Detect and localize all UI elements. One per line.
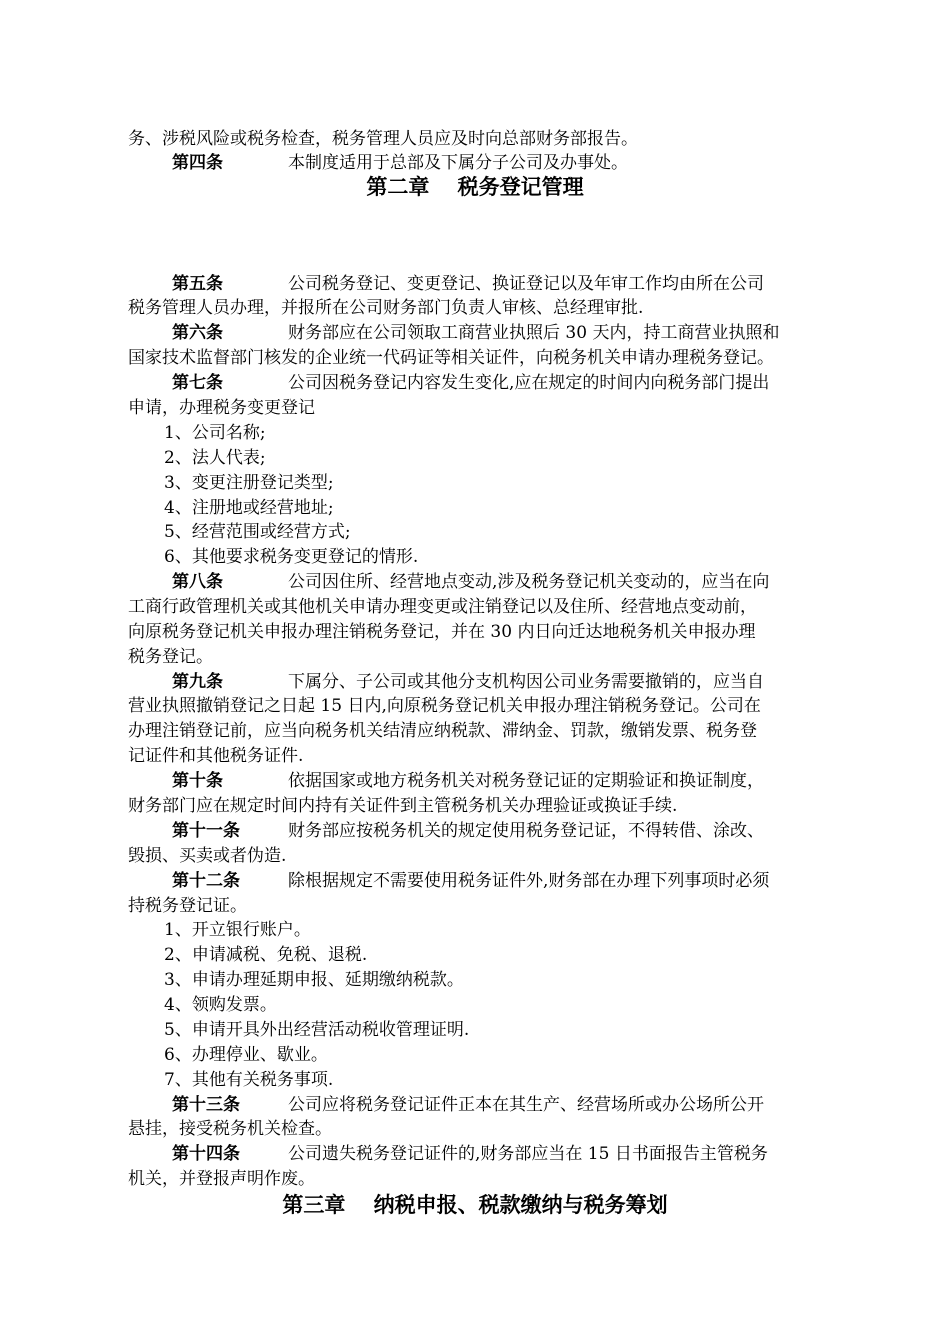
article-text: 财务部应按税务机关的规定使用税务登记证，不得转借、涂改、 — [288, 821, 764, 841]
paragraph-line: 工商行政管理机关或其他机关申请办理变更或注销登记以及住所、经营地点变动前， — [128, 597, 757, 617]
article-9 — [172, 670, 844, 694]
paragraph-line: 办理注销登记前，应当向税务机关结清应纳税款、滞纳金、罚款，缴销发票、税务登 — [128, 721, 757, 741]
article-13 — [172, 1093, 844, 1117]
list-item: 7、其他有关税务事项. — [164, 1070, 334, 1090]
paragraph-line: 国家技术监督部门核发的企业统一代码证等相关证件，向税务机关申请办理税务登记。 — [128, 348, 774, 368]
chapter-3-heading: 第三章 纳税申报、税款缴纳与税务筹划 — [282, 1193, 668, 1217]
article-label: 第十一条 — [172, 821, 240, 841]
article-label: 第十条 — [172, 771, 223, 791]
article-text: 下属分、子公司或其他分支机构因公司业务需要撤销的，应当自 — [288, 672, 764, 692]
article-text: 本制度适用于总部及下属分子公司及办事处。 — [288, 153, 628, 173]
article-7 — [172, 371, 844, 395]
article-11 — [172, 819, 844, 843]
list-item: 5、申请开具外出经营活动税收管理证明. — [164, 1020, 470, 1040]
list-item: 6、办理停业、歇业。 — [164, 1045, 328, 1065]
article-label: 第九条 — [172, 672, 223, 692]
article-text: 财务部应在公司领取工商营业执照后 30 天内，持工商营业执照和 — [288, 323, 780, 343]
paragraph-line: 营业执照撤销登记之日起 15 日内,向原税务登记机关申报办理注销税务登记。公司在 — [128, 696, 761, 716]
article-label: 第七条 — [172, 373, 223, 393]
list-item: 3、变更注册登记类型; — [164, 473, 334, 493]
list-item: 3、申请办理延期申报、延期缴纳税款。 — [164, 970, 464, 990]
list-item: 4、领购发票。 — [164, 995, 277, 1015]
list-item: 1、公司名称; — [164, 423, 266, 443]
article-14 — [172, 1142, 844, 1166]
article-text: 依据国家或地方税务机关对税务登记证的定期验证和换证制度， — [288, 771, 764, 791]
paragraph-line: 毁损、买卖或者伪造. — [128, 846, 287, 866]
article-5 — [172, 272, 844, 296]
article-text: 除根据规定不需要使用税务证件外,财务部在办理下列事项时必须 — [288, 871, 770, 891]
paragraph-line: 持税务登记证。 — [128, 896, 247, 916]
list-item: 1、开立银行账户。 — [164, 920, 311, 940]
list-item: 2、申请减税、免税、退税. — [164, 945, 368, 965]
article-label: 第十二条 — [172, 871, 240, 891]
paragraph-line: 记证件和其他税务证件. — [128, 746, 304, 766]
article-label: 第五条 — [172, 274, 223, 294]
article-text: 公司遗失税务登记证件的,财务部应当在 15 日书面报告主管税务 — [288, 1144, 768, 1164]
paragraph-line: 税务管理人员办理，并报所在公司财务部门负责人审核、总经理审批. — [128, 298, 644, 318]
article-8 — [172, 570, 844, 594]
article-text: 公司因税务登记内容发生变化,应在规定的时间内向税务部门提出 — [288, 373, 770, 393]
article-label: 第十四条 — [172, 1144, 240, 1164]
article-label: 第十三条 — [172, 1095, 240, 1115]
paragraph-line: 机关，并登报声明作废。 — [128, 1169, 315, 1189]
list-item: 2、法人代表; — [164, 448, 266, 468]
paragraph-line: 申请，办理税务变更登记 — [128, 398, 315, 418]
article-6 — [172, 321, 844, 345]
list-item: 4、注册地或经营地址; — [164, 498, 334, 518]
paragraph-line: 财务部门应在规定时间内持有关证件到主管税务机关办理验证或换证手续. — [128, 796, 678, 816]
article-text: 公司税务登记、变更登记、换证登记以及年审工作均由所在公司 — [288, 274, 764, 294]
paragraph-line: 税务登记。 — [128, 647, 213, 667]
article-text: 公司因住所、经营地点变动,涉及税务登记机关变动的，应当在向 — [288, 572, 770, 592]
list-item: 5、经营范围或经营方式; — [164, 522, 351, 542]
article-label: 第六条 — [172, 323, 223, 343]
paragraph-line: 向原税务登记机关申报办理注销税务登记，并在 30 内日向迁达地税务机关申报办理 — [128, 622, 756, 642]
paragraph-line: 悬挂，接受税务机关检查。 — [128, 1119, 332, 1139]
paragraph-line: 务、涉税风险或税务检查，税务管理人员应及时向总部财务部报告。 — [128, 129, 638, 149]
article-label: 第八条 — [172, 572, 223, 592]
article-12 — [172, 869, 844, 893]
article-text: 公司应将税务登记证件正本在其生产、经营场所或办公场所公开 — [288, 1095, 764, 1115]
list-item: 6、其他要求税务变更登记的情形. — [164, 547, 419, 567]
article-label: 第四条 — [172, 153, 223, 173]
article-10 — [172, 769, 844, 793]
chapter-2-heading: 第二章 税务登记管理 — [366, 175, 584, 199]
